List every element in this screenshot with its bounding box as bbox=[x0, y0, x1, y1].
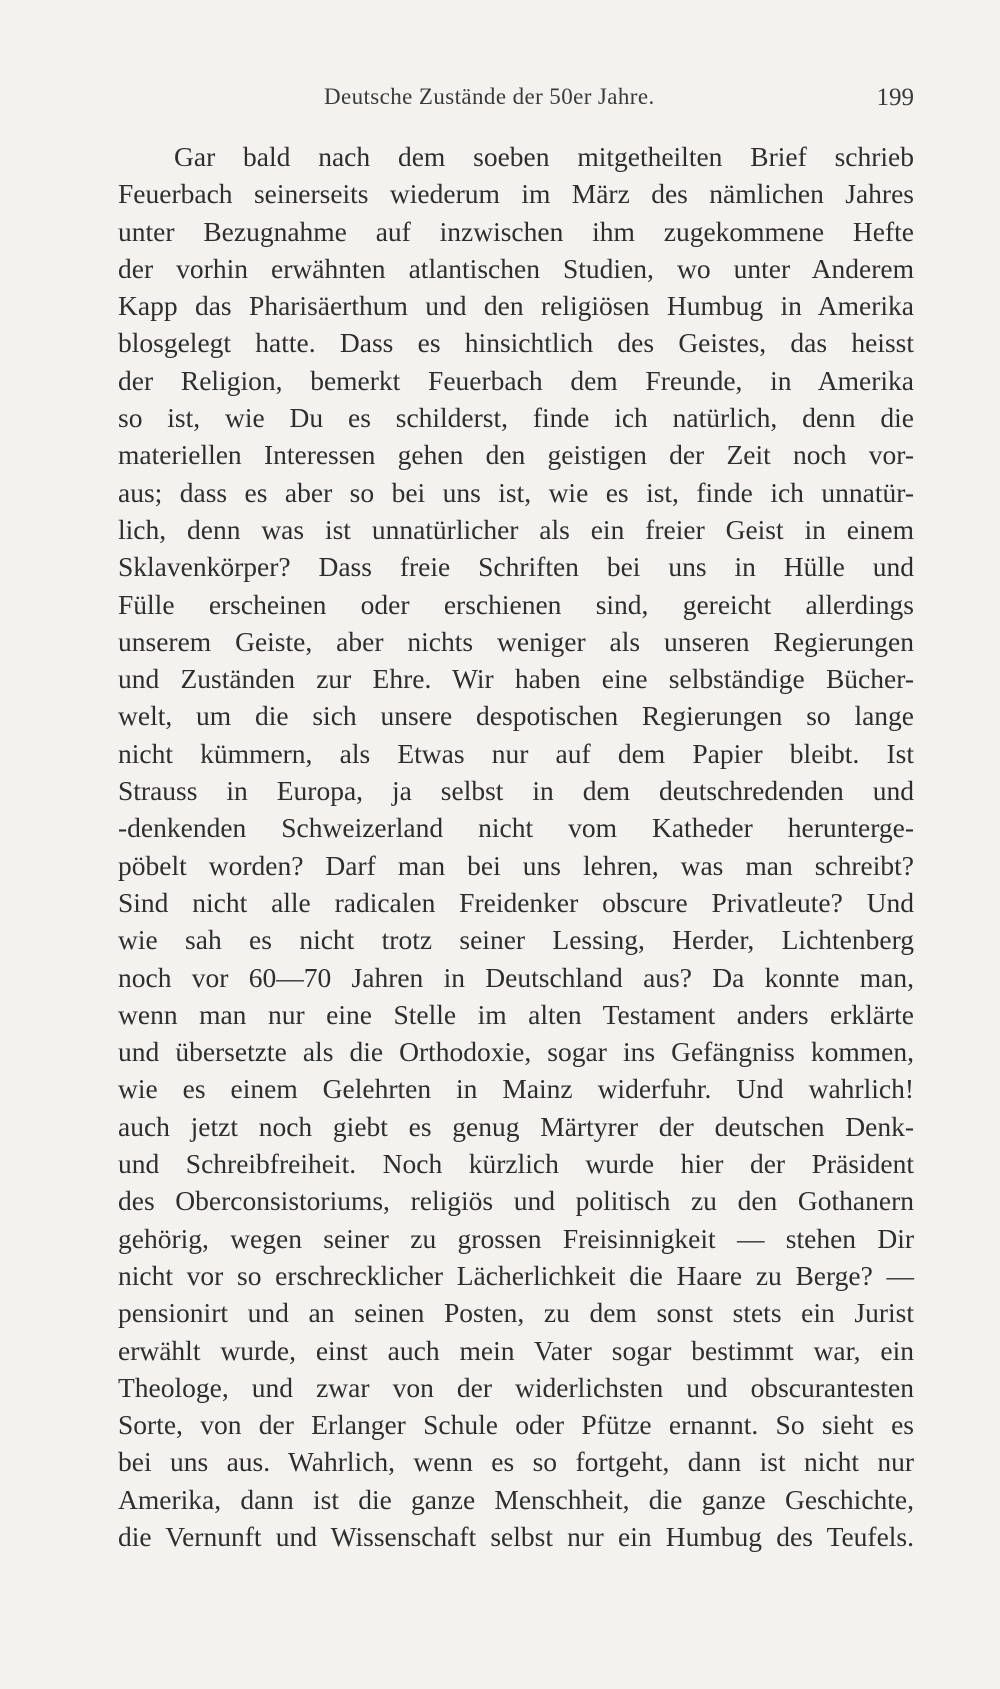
text-line: gehörig, wegen seiner zu grossen Freisinnigkeit — stehen Dir bbox=[118, 1222, 914, 1254]
text-line: erwählt wurde, einst auch mein Vater sogar bestimmt war, ein bbox=[118, 1334, 914, 1366]
text-line: die Vernunft und Wissenschaft selbst nur ein Humbug des Teufels. bbox=[118, 1520, 914, 1552]
text-line: auch jetzt noch giebt es genug Märtyrer der deutschen Denk- bbox=[118, 1110, 914, 1142]
text-line: wenn man nur eine Stelle im alten Testament anders erklärte bbox=[118, 998, 914, 1030]
text-line: und Schreibfreiheit. Noch kürzlich wurde hier der Präsident bbox=[118, 1148, 914, 1180]
text-line: unter Bezugnahme auf inzwischen ihm zugekommene Hefte bbox=[118, 215, 914, 247]
text-line: Kapp das Pharisäerthum und den religiösen Humbug in Amerika bbox=[118, 290, 914, 322]
text-line: blosgelegt hatte. Dass es hinsichtlich des Geistes, das heisst bbox=[118, 327, 914, 359]
text-line: materiellen Interessen gehen den geistigen der Zeit noch vor- bbox=[118, 439, 914, 471]
text-line: Sorte, von der Erlanger Schule oder Pfütze ernannt. So sieht es bbox=[118, 1409, 914, 1441]
text-line: welt, um die sich unsere despotischen Regierungen so lange bbox=[118, 700, 914, 732]
text-line: und Zuständen zur Ehre. Wir haben eine selbständige Bücher- bbox=[118, 663, 914, 695]
running-header bbox=[118, 84, 914, 124]
body-paragraph bbox=[118, 138, 914, 1555]
text-line: lich, denn was ist unnatürlicher als ein freier Geist in einem bbox=[118, 513, 914, 545]
text-line: pöbelt worden? Darf man bei uns lehren, was man schreibt? bbox=[118, 849, 914, 881]
text-line: nicht vor so erschrecklicher Lächerlichkeit die Haare zu Berge? — bbox=[118, 1259, 914, 1291]
text-line: der vorhin erwähnten atlantischen Studien, wo unter Anderem bbox=[118, 252, 914, 284]
text-line: bei uns aus. Wahrlich, wenn es so fortgeht, dann ist nicht nur bbox=[118, 1446, 914, 1478]
text-line: aus; dass es aber so bei uns ist, wie es ist, finde ich unnatür- bbox=[118, 476, 914, 508]
text-line: Amerika, dann ist die ganze Menschheit, die ganze Geschichte, bbox=[118, 1483, 914, 1515]
text-line: und übersetzte als die Orthodoxie, sogar ins Gefängniss kommen, bbox=[118, 1036, 914, 1068]
text-line: so ist, wie Du es schilderst, finde ich natürlich, denn die bbox=[118, 402, 914, 434]
text-line: Strauss in Europa, ja selbst in dem deutschredenden und bbox=[118, 775, 914, 807]
text-line: Feuerbach seinerseits wiederum im März des nämlichen Jahres bbox=[118, 178, 914, 210]
text-line: -denkenden Schweizerland nicht vom Katheder herunterge- bbox=[118, 812, 914, 844]
text-line: noch vor 60—70 Jahren in Deutschland aus? Da konnte man, bbox=[118, 961, 914, 993]
text-line: Fülle erscheinen oder erschienen sind, gereicht allerdings bbox=[118, 588, 914, 620]
text-line: pensionirt und an seinen Posten, zu dem sonst stets ein Jurist bbox=[118, 1297, 914, 1329]
text-line: nicht kümmern, als Etwas nur auf dem Papier bleibt. Ist bbox=[118, 737, 914, 769]
text-line: der Religion, bemerkt Feuerbach dem Freunde, in Amerika bbox=[118, 364, 914, 396]
text-line: Sklavenkörper? Dass freie Schriften bei uns in Hülle und bbox=[118, 551, 914, 583]
text-line: Theologe, und zwar von der widerlichsten und obscurantesten bbox=[118, 1371, 914, 1403]
page-number: 199 bbox=[876, 84, 914, 111]
text-line: des Oberconsistoriums, religiös und politisch zu den Gothanern bbox=[118, 1185, 914, 1217]
text-line: unserem Geiste, aber nichts weniger als unseren Regierungen bbox=[118, 625, 914, 657]
text-line: Sind nicht alle radicalen Freidenker obscure Privatleute? Und bbox=[118, 886, 914, 918]
text-line: wie sah es nicht trotz seiner Lessing, Herder, Lichtenberg bbox=[118, 924, 914, 956]
text-line: Gar bald nach dem soeben mitgetheilten Brief schrieb bbox=[174, 141, 914, 172]
running-title: Deutsche Zustände der 50er Jahre. bbox=[324, 84, 655, 109]
text-line: wie es einem Gelehrten in Mainz widerfuhr. Und wahrlich! bbox=[118, 1073, 914, 1105]
